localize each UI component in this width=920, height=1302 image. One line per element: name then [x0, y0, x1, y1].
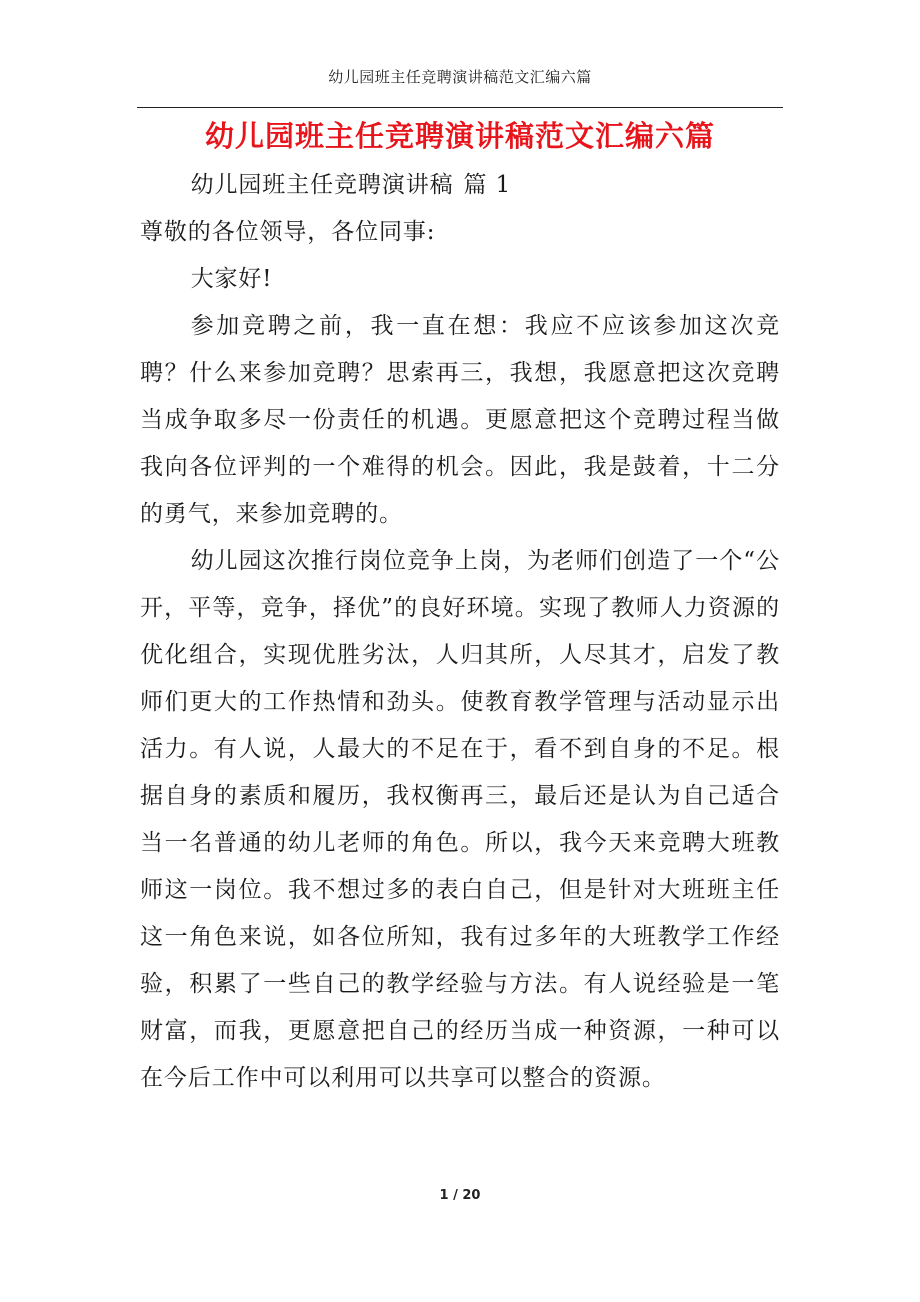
document-body — [140, 162, 780, 1102]
header-divider — [137, 107, 783, 108]
document-title: 幼儿园班主任竞聘演讲稿范文汇编六篇 — [204, 119, 715, 153]
section-heading — [140, 162, 780, 209]
paragraph-1: 参加竞聘之前，我一直在想：我应不应该参加这次竞聘？什么来参加竞聘？思索再三，我想，我愿意把这次竞聘当成争取多尽一份责任的机遇。更愿意把这个竞聘过程当做我向各位评判的一个难得的机会。因此，我是鼓着，十二分的勇气，来参加竞聘的。 — [140, 313, 780, 527]
page-number: 1 / 20 — [439, 1188, 481, 1203]
running-header: 幼儿园班主任竞聘演讲稿范文汇编六篇 — [328, 68, 592, 86]
section-number: 篇 1 — [463, 172, 512, 198]
greeting: 大家好! — [190, 266, 273, 292]
paragraph-2: 幼儿园这次推行岗位竞争上岗，为老师们创造了一个“公开，平等，竞争，择优”的良好环境。实现了教师人力资源的优化组合，实现优胜劣汰，人归其所，人尽其才，启发了教师们更大的工作热情和劲头。使教育教学管理与活动显示出活力。有人说，人最大的不足在于，看不到自身的不足。根据自身的素质和履历，我权衡再三，最后还是认为自己适合当一名普通的幼儿老师的角色。所以，我今天来竞聘大班教师这一岗位。我不想过多的表白自己，但是针对大班班主任这一角色来说，如各位所知，我有过多年的大班教学工作经验，积累了一些自己的教学经验与方法。有人说经验是一笔财富，而我，更愿意把自己的经历当成一种资源，一种可以在今后工作中可以利用可以共享可以整合的资源。 — [140, 548, 780, 1091]
section-heading-text: 幼儿园班主任竞聘演讲稿 — [190, 172, 454, 198]
salutation: 尊敬的各位领导，各位同事: — [140, 219, 436, 245]
